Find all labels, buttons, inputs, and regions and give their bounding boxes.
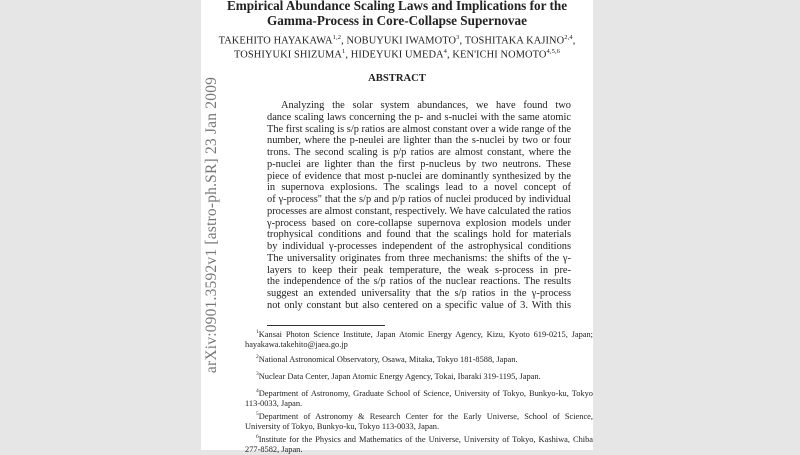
author-affiliation: 4 [443,48,448,55]
author-affiliation: 3 [456,34,460,41]
author-name: TOSHITAKA KAJINO [464,35,565,47]
abstract-line: not only constant but also centered on a specific value of 3. With this [267,299,571,311]
abstract-line: of γ-process" that the s/p and p/p ratios of nuclei produced by individual [267,194,571,206]
author-line-1 [201,34,593,46]
paper-title-line-1: Empirical Abundance Scaling Laws and Implications for the [226,0,568,13]
author-name: TAKEHITO HAYAKAWA [218,35,333,47]
abstract-line: processes are almost constant, respectively. We have calculated the ratios [267,205,571,217]
abstract-line: trophysical conditions and found that the scalings hold for materials [267,229,571,241]
footnote [245,386,593,409]
author-name: KEN'ICHI NOMOTO [452,49,547,61]
footnote-number: 4 [256,388,259,394]
abstract-line: dance scaling laws concerning the p- and s-nuclei with the same atomic [267,111,571,123]
abstract-line: trons. The second scaling is p/p ratios are almost constant, where the [267,147,571,159]
footnote-text: National Astronomical Observatory, Osawa, Mitaka, Tokyo 181-8588, Japan. [258,354,518,364]
paper-page [201,0,593,454]
footnote-text: Department of Astronomy, Graduate School of Science, University of Tokyo, Bunkyo-ku, Tokyo 113-0033, Japan. [245,388,593,408]
footnote-text: Department of Astronomy & Research Center for the Early Universe, School of Science, University of Tokyo, Bunkyo-ku, Tokyo 113-0033, Japan. [245,411,593,431]
author-affiliation: 4,5,6 [546,48,561,55]
separator: , [572,35,576,47]
author-affiliation: 1 [342,48,346,55]
footnote-number: 1 [256,329,259,335]
abstract-line: by individual γ-processes independent of the astrophysical conditions [267,241,571,253]
abstract-line: piece of evidence that most p-nuclei are dominantly synthesized by the [267,170,571,182]
arxiv-stamp: arXiv:0901.3592v1 [astro-ph.SR] 23 Jan 2009 [203,76,220,374]
footnote-number: 5 [256,411,259,417]
abstract-line: The universality originates from three mechanisms: the shifts of the γ- [267,252,571,264]
footnote-text: Institute for the Physics and Mathematics of the Universe, University of Tokyo, Kashiwa, Chiba 277-8582, Japan. [245,434,593,454]
author-name: TOSHIYUKI SHIZUMA [233,49,342,61]
footnote-number: 3 [256,371,259,377]
abstract-line: number, where the p-neulei are lighter than the s-nuclei by two or four [267,135,571,147]
abstract-line: in supernova explosions. The scalings lead to a novel concept of [267,182,571,194]
footnote-text: Nuclear Data Center, Japan Atomic Energy Agency, Tokai, Ibaraki 319-1195, Japan. [258,371,541,381]
separator: , [341,35,347,47]
footnote-number: 6 [256,434,259,440]
footnote [245,369,593,382]
author-affiliation: 1,2 [332,34,342,41]
footnote [245,352,593,365]
footnote [245,327,593,350]
footnote-text: Kansai Photon Science Institute, Japan Atomic Energy Agency, Kizu, Kyoto 619-0215, Japan; hayakawa.takehito@jaea.go.jp [245,329,593,349]
separator: , [447,49,453,61]
abstract-line: suggest an extended universality that the s/p ratios in the γ-process [267,288,571,300]
footnote [245,409,593,432]
abstract-heading: ABSTRACT [368,73,426,84]
footnote [245,432,593,455]
separator: , [345,49,351,61]
paper-title-line-2: Gamma-Process in Core-Collapse Supernovae [267,13,527,28]
abstract-line: p-nuclei are lighter than the first p-nucleus by two neutrons. These [267,158,571,170]
abstract-line: the independence of the s/p ratios of the nuclear reactions. The results [267,276,571,288]
author-affiliation: 2,4 [564,34,573,41]
abstract-line: γ-process based on core-collapse supernova explosion models under [267,217,571,229]
abstract-line: The first scaling is s/p ratios are almost constant over a wide range of the [267,123,571,135]
separator: , [459,35,465,47]
abstract-line: Analyzing the solar system abundances, we have found two [281,100,571,111]
footnote-rule [267,325,385,326]
author-name: HIDEYUKI UMEDA [350,49,444,61]
footnote-number: 2 [256,354,259,360]
author-name: NOBUYUKI IWAMOTO [346,35,457,47]
author-line-2 [201,48,593,60]
abstract-line: layers to keep their peak temperature, the weak s-process in pre- [267,264,571,276]
